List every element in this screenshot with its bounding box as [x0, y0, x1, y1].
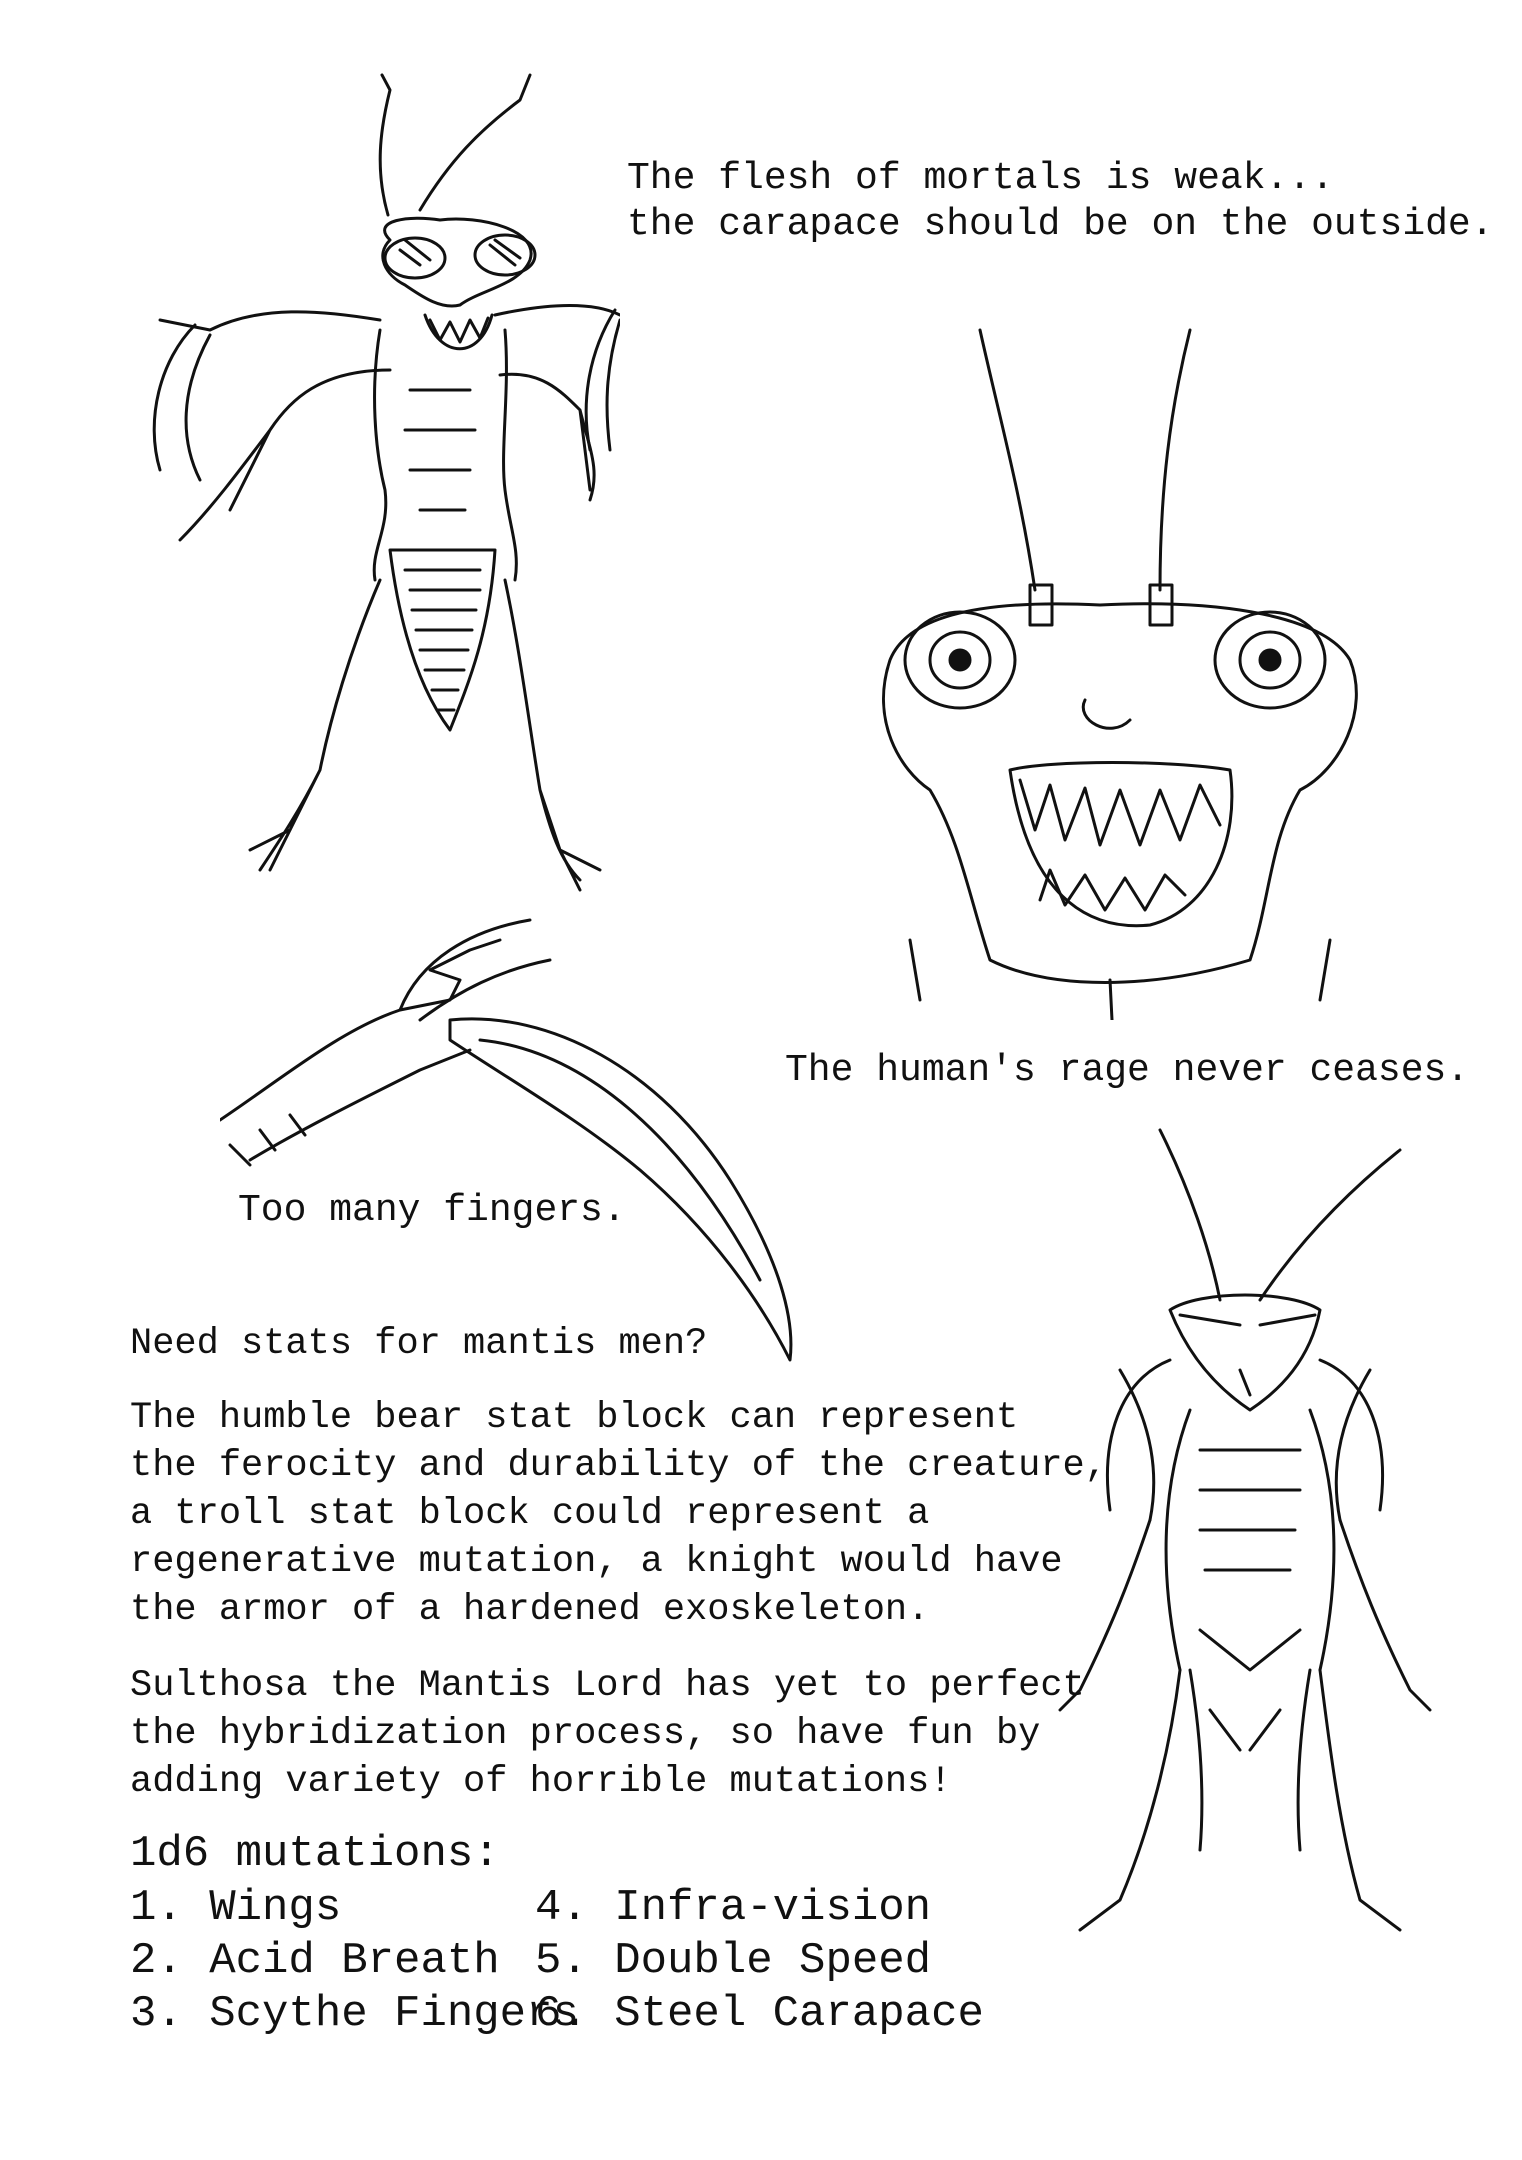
caption-rage: The human's rage never ceases.: [785, 1049, 1470, 1092]
mutation-item: 5. Double Speed: [535, 1936, 932, 1986]
mutation-item: 4. Infra-vision: [535, 1883, 932, 1933]
caption-fingers: Too many fingers.: [238, 1189, 626, 1232]
paragraph-line: The humble bear stat block can represent: [130, 1397, 1019, 1439]
paragraph-sulthosa: [130, 1662, 1085, 1806]
mutations-heading: 1d6 mutations:: [130, 1829, 500, 1879]
paragraph-line: the hybridization process, so have fun by: [130, 1713, 1041, 1755]
mantis-man-illustration: [120, 70, 620, 950]
paragraph-line: a troll stat block could represent a: [130, 1493, 930, 1535]
paragraph-line: regenerative mutation, a knight would have: [130, 1541, 1063, 1583]
caption-flesh-line1: The flesh of mortals is weak...: [627, 157, 1334, 200]
paragraph-stat-blocks: [130, 1394, 1107, 1634]
mutation-item: 2. Acid Breath: [130, 1936, 500, 1986]
scythe-hand-illustration: [220, 900, 820, 1370]
mutation-item: 3. Scythe Fingers: [130, 1989, 579, 2039]
mutation-item: 6. Steel Carapace: [535, 1989, 984, 2039]
paragraph-line: the armor of a hardened exoskeleton.: [130, 1589, 930, 1631]
paragraph-line: Sulthosa the Mantis Lord has yet to perfect: [130, 1665, 1085, 1707]
caption-flesh-line2: the carapace should be on the outside.: [627, 203, 1494, 246]
paragraph-line: the ferocity and durability of the creature,: [130, 1445, 1107, 1487]
mantis-face-illustration: [850, 320, 1390, 1020]
paragraph-line: adding variety of horrible mutations!: [130, 1761, 952, 1803]
mutation-item: 1. Wings: [130, 1883, 342, 1933]
question-line: Need stats for mantis men?: [130, 1323, 708, 1365]
mutations-list: [130, 1882, 984, 2041]
